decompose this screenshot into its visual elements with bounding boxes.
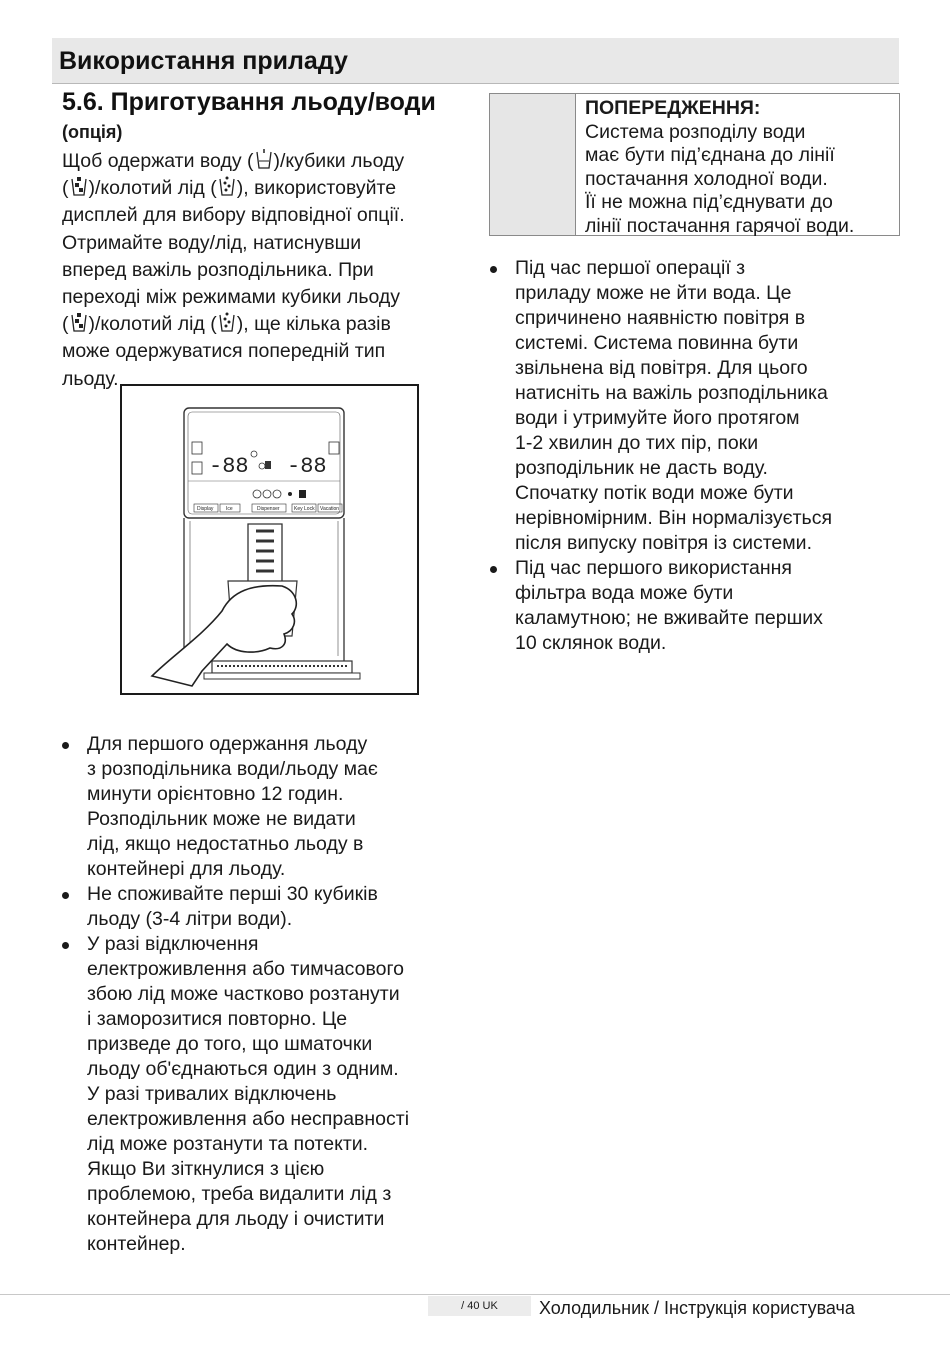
- dispenser-illustration: [120, 384, 419, 695]
- list-item-line: звільнена від повітря. Для цього: [515, 357, 808, 379]
- footer-divider: [0, 1294, 950, 1295]
- crushed-ice-icon: [218, 311, 236, 333]
- panel-label-display: Display: [197, 506, 214, 512]
- list-item-line: 1-2 хвилин до тих пір, поки: [515, 432, 759, 454]
- header-bar: [52, 38, 899, 84]
- list-item-line: проблемою, треба видалити лід з: [87, 1183, 392, 1205]
- intro-line: дисплей для вибору відповідної опції.: [62, 204, 405, 227]
- intro-line: льоду.: [62, 367, 119, 390]
- warning-sidebar: [490, 94, 576, 235]
- list-item-line: контейнер.: [87, 1233, 186, 1255]
- list-item-line: льоду (3-4 літри води).: [87, 908, 293, 930]
- list-item-line: У разі тривалих відключень: [87, 1083, 337, 1105]
- list-item-line: Розподільник може не видати: [87, 808, 356, 830]
- list-item-line: натисніть на важіль розподільника: [515, 382, 828, 404]
- list-item-line: Під час першої операції з: [515, 257, 746, 279]
- list-item-line: приладу може не йти вода. Це: [515, 282, 792, 304]
- list-item-line: Спочатку потік води може бути: [515, 482, 794, 504]
- list-item-line: електроживлення або тимчасового: [87, 958, 404, 980]
- dispenser-lever: [248, 524, 282, 586]
- page-header-title: Використання приладу: [59, 47, 348, 75]
- intro-line: може одержуватися попередній тип: [62, 340, 386, 363]
- list-item-line: контейнера для льоду і очистити: [87, 1208, 385, 1230]
- intro-line: Щоб одержати воду ( )/кубики льоду: [62, 150, 405, 172]
- panel-label-ice: Ice: [226, 506, 233, 512]
- list-item-line: системі. Система повинна бути: [515, 332, 799, 354]
- panel-label-keylock: Key Lock: [294, 506, 315, 512]
- drip-tray: [204, 661, 360, 679]
- list-item-line: нерівномірним. Він нормалізується: [515, 507, 833, 529]
- list-item: [490, 556, 900, 656]
- warning-line: має бути під’єднана до лінії: [585, 144, 835, 166]
- ice-cubes-icon: [70, 311, 88, 333]
- warning-line: Її не можна під’єднувати до: [585, 191, 833, 213]
- crushed-ice-icon: [218, 175, 236, 197]
- page-number: / 40 UK: [428, 1296, 531, 1316]
- list-item-line: контейнері для льоду.: [87, 858, 286, 880]
- warning-line: Система розподілу води: [585, 120, 806, 143]
- intro-line: переході між режимами кубики льоду: [62, 286, 401, 309]
- list-item: [62, 932, 482, 1257]
- section-subtitle: (опція): [62, 122, 123, 142]
- panel-label-vacation: Vacation: [320, 506, 340, 512]
- lock-icon: [265, 461, 271, 469]
- water-glass-icon: [255, 148, 273, 170]
- list-item-line: льоду об'єднаються один з одним.: [87, 1058, 399, 1080]
- list-item-line: спричинено наявністю повітря в: [515, 307, 806, 329]
- panel-label-dispenser: Dispenser: [257, 506, 280, 512]
- freezer-temp-display: -88: [209, 454, 249, 479]
- list-item-line: минути орієнтовно 12 годин.: [87, 783, 344, 805]
- list-item-line: Якщо Ви зіткнулися з цією: [87, 1158, 325, 1180]
- intro-line: ( )/колотий лід ( ), ще кілька разів: [62, 313, 391, 336]
- right-bullet-list: [490, 256, 900, 656]
- list-item-line: і заморозитися повторно. Це: [87, 1008, 348, 1030]
- list-item-line: лід, якщо недостатньо льоду в: [87, 833, 364, 855]
- list-item-line: У разі відключення: [87, 933, 259, 955]
- warning-body: [576, 94, 854, 235]
- warning-title: ПОПЕРЕДЖЕННЯ:: [585, 97, 761, 119]
- fridge-temp-display: -88: [287, 454, 327, 479]
- footer-title: Холодильник / Інструкція користувача: [539, 1298, 855, 1318]
- list-item-line: Під час першого використання: [515, 557, 792, 579]
- section-title: 5.6. Приготування льоду/води: [62, 88, 436, 116]
- intro-line: вперед важіль розподільника. При: [62, 258, 374, 281]
- list-item-line: призведе до того, що шматочки: [87, 1033, 373, 1055]
- list-item-line: з розподільника води/льоду має: [87, 758, 378, 780]
- intro-paragraph: [62, 148, 482, 393]
- warning-box: [489, 93, 900, 236]
- list-item-line: каламутною; не вживайте перших: [515, 607, 823, 629]
- warning-line: постачання холодної води.: [585, 167, 828, 190]
- list-item-line: води і утримуйте його протягом: [515, 407, 800, 429]
- list-item: [62, 732, 482, 882]
- left-bullet-list: [62, 732, 482, 1257]
- list-item-line: 10 склянок води.: [515, 632, 667, 654]
- intro-line: ( )/колотий лід ( ), використовуйте: [62, 177, 397, 200]
- list-item-line: електроживлення або несправності: [87, 1108, 410, 1130]
- intro-line: Отримайте воду/лід, натиснувши: [62, 231, 362, 254]
- list-item: [62, 882, 482, 932]
- warning-line: лінії постачання гарячої води.: [585, 214, 855, 237]
- list-item-line: фільтра вода може бути: [515, 582, 734, 604]
- list-item-line: Не споживайте перші 30 кубиків: [87, 883, 378, 905]
- list-item: [490, 256, 900, 556]
- list-item-line: Для першого одержання льоду: [87, 733, 368, 755]
- list-item-line: розподільник не дасть воду.: [515, 457, 768, 479]
- list-item-line: після випуску повітря із системи.: [515, 532, 812, 554]
- list-item-line: лід може розтанути та потекти.: [87, 1133, 369, 1155]
- dispenser-drawing: [122, 386, 417, 693]
- list-item-line: збою лід може частково розтанути: [87, 983, 400, 1005]
- ice-cubes-icon: [70, 175, 88, 197]
